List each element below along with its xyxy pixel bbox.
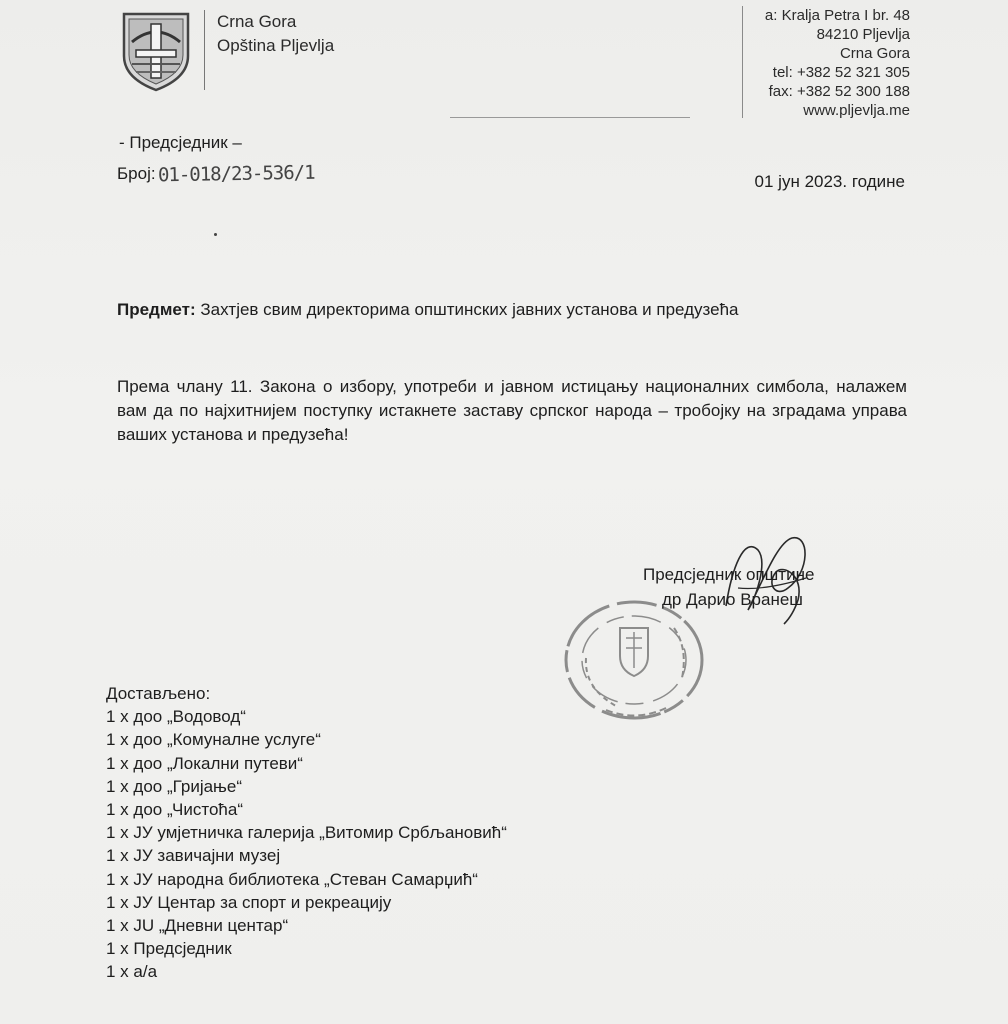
list-item: 1 х доо „Гријање“ [106,776,242,796]
address-line: Crna Gora [839,45,910,62]
sender-role: - Предсједник – [119,133,242,152]
municipal-coat-of-arms-icon [122,12,190,92]
ink-dot [214,233,217,236]
list-item: 1 х ЈУ завичајни музеј [106,846,281,866]
subject-line [117,300,739,320]
address-divider [742,6,743,118]
official-stamp-icon [556,598,706,728]
signatory-title: Предсједник општине [643,565,815,584]
list-item: 1 х JU „Дневни центар“ [106,916,289,936]
body-paragraph: Према члану 11. Закона о избору, употреби и јавном истицању националних симбола, налажем вам да по најхитнијем поступку истакнете заставу српског народа – тробојку на зградама управа ваших установа и предузећа! [117,377,907,444]
reference-number-label: Број: [117,164,156,183]
municipality-block [217,10,334,58]
address-line: a: Kralja Petra I br. 48 [764,7,910,24]
address-line: 84210 Pljevlja [816,26,910,43]
list-item: 1 х ЈУ народна библиотека „Стеван Самарџић“ [106,869,478,889]
country-name: Crna Gora [217,12,297,31]
website-line: www.pljevlja.me [803,102,910,119]
header-divider [204,10,205,90]
list-item: 1 х а/а [106,962,158,982]
subject-text: Захтјев свим директорима општинских јавних установа и предузећа [195,300,739,319]
list-item: 1 х доо „Локални путеви“ [106,753,303,773]
distribution-list [106,682,507,984]
list-item: 1 х доо „Водовод“ [106,707,246,727]
list-item: 1 х Предсједник [106,939,232,959]
list-item: 1 х ЈУ Центар за спорт и рекреацију [106,892,392,912]
signatory-name: др Дарио Вранеш [662,590,803,609]
document-date: 01 јун 2023. године [754,172,905,191]
header-rule [450,117,690,118]
fax-line: fax: +382 52 300 188 [768,83,910,100]
reference-number [117,163,314,185]
phone-line: tel: +382 52 321 305 [772,64,910,81]
list-item: 1 х ЈУ умјетничка галерија „Витомир Србљановић“ [106,823,507,843]
list-item: 1 х доо „Комуналне услуге“ [106,730,321,750]
municipality-name: Opština Pljevlja [217,36,335,55]
distribution-label: Достављено: [106,684,211,703]
subject-label: Предмет: [117,300,196,319]
reference-number-value: 01-018/23-536/1 [157,161,315,187]
list-item: 1 х доо „Чистоћа“ [106,800,243,820]
address-block [765,6,910,120]
